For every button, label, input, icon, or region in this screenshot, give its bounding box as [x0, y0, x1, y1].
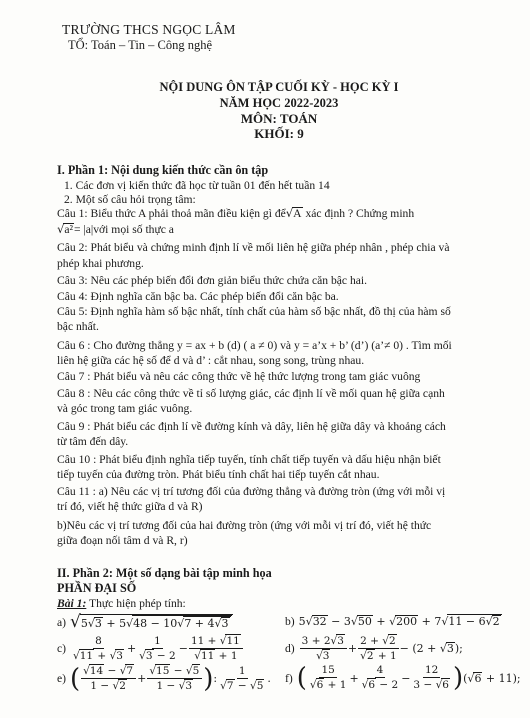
part2-subheading: PHẦN ĐẠI SỐ — [57, 581, 137, 595]
q1-text-a: Câu 1: Biểu thức A phải thoả mãn điều kiện gì để — [57, 207, 286, 220]
exercise-c: c) $\frac{8}{√11 + √3}$ + $\frac{1}{√3 - 2}$ − $\frac{11 + √11}{√11 + 1}$ — [57, 634, 244, 663]
exercise-a: a) √ 5√3 + 5√48 − 10√7 + 4√3 — [57, 612, 233, 632]
exercise-1-heading — [57, 596, 186, 611]
exercise-b-label: b) — [285, 614, 295, 628]
school-year: NĂM HỌC 2022-2023 — [219, 96, 339, 110]
exercise-d: d) $\frac{3 + 2√3}{√3}$ + $\frac{2 + √2}{√2 + 1}$ − (2 + √3); — [285, 635, 463, 662]
q1-eq: = |a| — [74, 223, 94, 236]
exercise-1-label: Bài 1: — [57, 597, 87, 610]
exercise-f-label: f) — [285, 671, 293, 685]
question-3: Câu 3: Nêu các phép biến đổi đơn giản biểu thức chứa căn bậc hai. — [57, 274, 368, 287]
question-5-line2: bậc nhất. — [57, 320, 99, 333]
question-6-line2: liên hệ giữa các hệ số để d và d’ : cắt nhau, song song, trùng nhau. — [57, 354, 365, 367]
subject: MÔN: TOÁN — [240, 111, 318, 126]
grade: KHỐI: 9 — [254, 126, 304, 141]
question-10-line1: Câu 10 : Phát biểu định nghĩa tiếp tuyến, tính chất tiếp tuyến và dấu hiệu nhận biết — [57, 453, 441, 466]
exercise-1-text: Thực hiện phép tính: — [86, 597, 186, 610]
exercise-e: e) ( $\frac{√14 - √7}{1 - √2}$ + $\frac{√15 - √5}{1 - √3}$ ) : $\frac{1}{√7 - √5}$ . — [57, 663, 271, 694]
q1-text-b: xác định ? Chứng minh — [305, 207, 415, 220]
part1-heading: I. Phần 1: Nội dung kiến thức cần ôn tập — [57, 163, 269, 177]
question-10-line2: tiếp tuyến của đường tròn. Phát biểu tính chất hai tiếp tuyến cắt nhau. — [57, 468, 380, 481]
question-1-line1: Câu 1: Biểu thức A phải thoả mãn điều kiện gì để√A xác định ? Chứng minh — [57, 206, 415, 220]
exercise-c-label: c) — [57, 642, 67, 655]
question-4: Câu 4: Định nghĩa căn bậc ba. Các phép biến đổi căn bậc ba. — [57, 290, 339, 303]
question-7: Câu 7 : Phát biểu và nêu các công thức về hệ thức lượng trong tam giác vuông — [57, 370, 421, 383]
question-11-line2: trí đó, viết hệ thức giữa d và R) — [57, 500, 203, 513]
question-9-line2: từ tâm đến dây. — [57, 435, 129, 448]
question-5-line1: Câu 5: Định nghĩa hàm số bậc nhất, tính chất của hàm số bậc nhất, đồ thị của hàm số — [57, 305, 451, 318]
exercise-a-label: a) — [57, 615, 67, 629]
question-11-line1: Câu 11 : a) Nêu các vị trí tương đối của đường thẳng và đường tròn (ứng với mỗi vị — [57, 485, 446, 498]
question-1-line2: √a²= |a|với mọi số thực a — [57, 222, 174, 236]
part2-heading: II. Phần 2: Một số dạng bài tập minh họa — [57, 566, 272, 580]
exercise-f: f) ( $\frac{15}{√6 + 1}$ + $\frac{4}{√6 - 2}$ − $\frac{12}{3 - √6}$ ) (√6 + 11); — [285, 663, 521, 693]
exercise-e-label: e) — [57, 672, 67, 685]
q1-radicand: A — [293, 207, 302, 220]
school-name: TRƯỜNG THCS NGỌC LÂM — [62, 22, 236, 37]
question-2-line1: Câu 2: Phát biểu và chứng minh định lí về mối liên hệ giữa phép nhân , phép chia và — [57, 241, 450, 254]
part1-item2: 2. Một số câu hỏi trọng tâm: — [64, 193, 196, 206]
q1-radicand-2: a² — [64, 223, 74, 236]
question-8-line2: và góc trong tam giác vuông. — [57, 402, 193, 415]
exercise-b: b) 5√32 − 3√50 + √200 + 7√11 − 6√2 — [285, 614, 500, 628]
question-2-line2: phép khai phương. — [57, 257, 144, 270]
doc-title: NỘI DUNG ÔN TẬP CUỐI KỲ - HỌC KỲ I — [159, 80, 399, 94]
question-6-line1: Câu 6 : Cho đường thẳng y = ax + b (d) ( a ≠ 0) và y = a’x + b’ (d’) (a’≠ 0) . Tìm mối — [57, 339, 452, 352]
q1-text-d: với mọi số thực a — [93, 223, 174, 236]
question-11-line3: b)Nêu các vị trí tương đối của hai đường tròn (ứng với mỗi vị trí đó, viết hệ thức — [57, 519, 432, 532]
part1-item1: 1. Các đơn vị kiến thức đã học từ tuần 01 đến hết tuần 14 — [64, 179, 330, 192]
department-name: TỔ: Toán – Tin – Công nghệ — [68, 38, 213, 52]
question-9-line1: Câu 9 : Phát biểu các định lí về đường kính và dây, liên hệ giữa dây và khoảng cách — [57, 420, 446, 433]
exercise-d-label: d) — [285, 642, 295, 655]
question-8-line1: Câu 8 : Nêu các công thức về tỉ số lượng giác, các định lí về mối quan hệ giữa cạnh — [57, 387, 445, 400]
question-11-line4: giữa đoạn nối tâm d và R, r) — [57, 534, 188, 547]
